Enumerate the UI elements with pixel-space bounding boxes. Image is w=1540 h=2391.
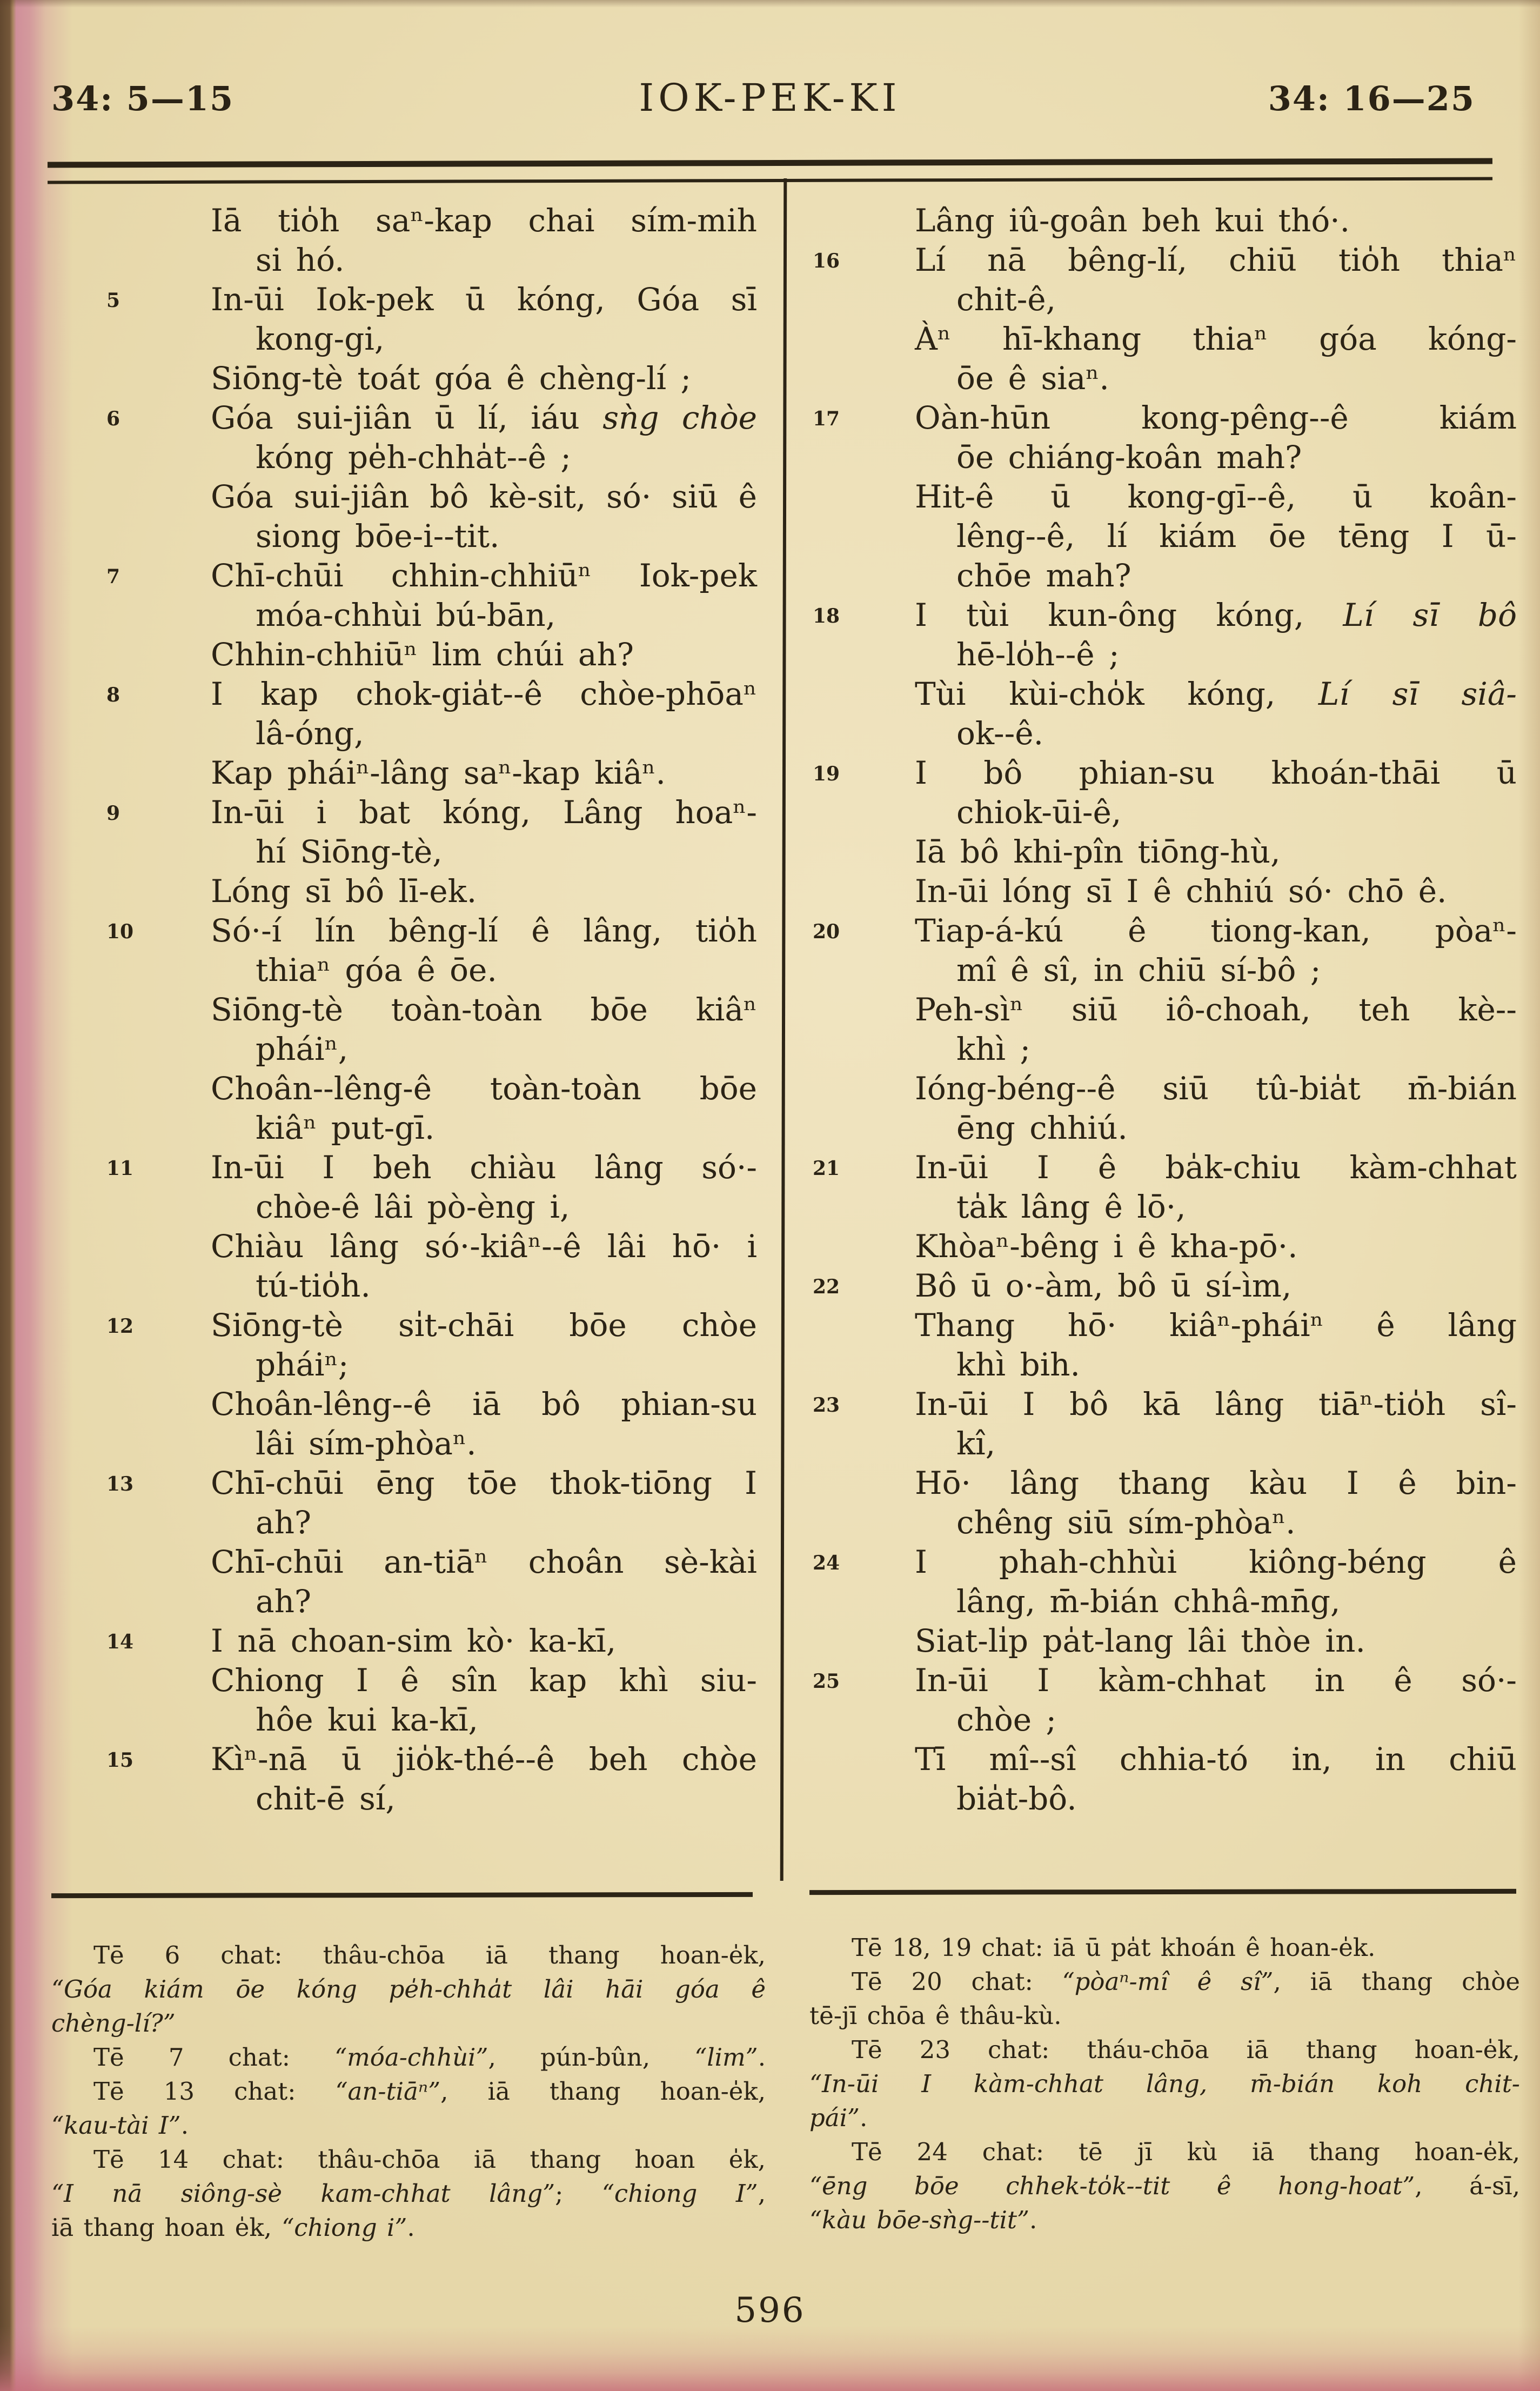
verse-line xyxy=(51,1621,760,1661)
verse-text: In-ūi lóng sī I ê chhiú só· chō ê. xyxy=(915,873,1447,910)
verse-line xyxy=(51,832,760,872)
verse-line xyxy=(809,714,1520,753)
verse-line xyxy=(809,674,1520,714)
verse-line xyxy=(51,438,760,477)
verse-line xyxy=(809,1779,1520,1819)
verse-text: . xyxy=(860,2103,868,2132)
verse-line xyxy=(51,872,760,911)
verse-text: bia̍t-bô. xyxy=(956,1780,1077,1817)
verse-number: 10 xyxy=(106,920,134,943)
verse-text: . xyxy=(758,2043,766,2072)
verse-text: tē-jī chōa ê thâu-kù. xyxy=(809,2001,1062,2030)
verse-text: . xyxy=(1029,2206,1037,2234)
verse-number: 19 xyxy=(813,763,840,785)
book-title: IOK-PEK-KI xyxy=(639,76,901,120)
verse-line xyxy=(51,517,760,556)
verse-text: ah? xyxy=(256,1583,312,1620)
verse-text: Tē 13 chat: xyxy=(93,2077,336,2106)
verse-number: 18 xyxy=(813,605,840,627)
verse-text-italic: Lí sī siâ- xyxy=(1318,676,1517,712)
verse-line xyxy=(51,1779,760,1819)
footnote-line xyxy=(51,2210,766,2245)
verse-line xyxy=(51,280,760,319)
verse-line xyxy=(51,1424,760,1464)
footnote-line xyxy=(809,2067,1520,2101)
verse-text: khì ; xyxy=(956,1031,1031,1067)
verse-line xyxy=(809,1345,1520,1385)
footnote-line xyxy=(809,2135,1520,2169)
verse-line xyxy=(51,1503,760,1542)
verse-line xyxy=(809,635,1520,674)
verse-line xyxy=(809,1503,1520,1542)
verse-line xyxy=(809,1030,1520,1069)
verse-line xyxy=(809,201,1520,241)
verse-line xyxy=(809,951,1520,990)
verse-text-italic: “an-tiāⁿ” xyxy=(335,2077,441,2106)
verse-number: 7 xyxy=(106,565,120,588)
verse-text: Tī mî--sî chhia-tó in, in chiū xyxy=(915,1741,1517,1778)
footnote-line xyxy=(809,2169,1520,2203)
verse-text: mî ê sî, in chiū sí-bô ; xyxy=(956,952,1321,989)
footnote-line xyxy=(809,2203,1520,2237)
verse-text: Choân-lêng--ê iā bô phian-su xyxy=(211,1386,757,1422)
verse-text-italic: “kàu bōe-sǹg--tit” xyxy=(809,2206,1029,2234)
verse-text: khì bih. xyxy=(956,1346,1080,1383)
footnote-line xyxy=(809,1931,1520,1965)
verse-text: Chī-chūi chhin-chhiūⁿ Iok-pek xyxy=(211,557,757,594)
verse-line xyxy=(809,517,1520,556)
verse-line xyxy=(809,1464,1520,1503)
verse-line xyxy=(51,241,760,280)
verse-text: Tē 7 chat: xyxy=(93,2043,335,2072)
verse-line xyxy=(809,1621,1520,1661)
verse-text: chit-ê, xyxy=(956,281,1056,318)
verse-line xyxy=(51,1542,760,1582)
footnote-line xyxy=(809,2033,1520,2067)
verse-text: . xyxy=(407,2213,415,2242)
verse-text: chòe ; xyxy=(956,1701,1057,1738)
verse-number: 16 xyxy=(813,250,840,272)
verse-line xyxy=(51,201,760,241)
verse-line xyxy=(809,1385,1520,1424)
verse-text: Tùi kùi-cho̍k kóng, xyxy=(915,676,1318,712)
verse-text: Tē 18, 19 chat: iā ū pa̍t khoán ê hoan-e̍k. xyxy=(852,1933,1376,1962)
verse-text: Hō· lâng thang kàu I ê bin- xyxy=(915,1465,1517,1501)
verse-text: thiaⁿ góa ê ōe. xyxy=(256,952,497,989)
verse-line xyxy=(51,635,760,674)
verse-text: Tiap-á-kú ê tiong-kan, pòaⁿ- xyxy=(915,912,1517,949)
verse-line xyxy=(809,1740,1520,1779)
verse-text-italic: “chiong I” xyxy=(601,2179,758,2208)
footnote-rule-left xyxy=(51,1892,753,1898)
verse-text: Só·-í lín bêng-lí ê lâng, tio̍h xyxy=(211,912,757,949)
verse-text: Tē 24 chat: tē jī kù iā thang hoan-e̍k, xyxy=(852,2138,1520,2166)
footnote-line xyxy=(51,2040,766,2074)
verse-number: 20 xyxy=(813,920,840,943)
verse-text: Iā tio̍h saⁿ-kap chai sím-mih xyxy=(211,202,757,239)
verse-text-italic: “chiong i” xyxy=(282,2213,407,2242)
verse-line xyxy=(51,556,760,596)
footnote-line xyxy=(51,2176,766,2210)
footnotes-right xyxy=(809,1931,1520,2237)
verse-line xyxy=(809,556,1520,596)
verse-line xyxy=(809,911,1520,951)
verse-text-italic: “In-ūi I kàm-chhat lâng, m̄-bián koh chit- xyxy=(809,2069,1520,2098)
verse-text-italic: chèng-lí?” xyxy=(51,2009,176,2038)
verse-line xyxy=(809,398,1520,438)
verse-line xyxy=(809,359,1520,398)
verse-line xyxy=(51,1266,760,1306)
verse-number: 6 xyxy=(106,408,120,430)
verse-text: kóng pe̍h-chha̍t--ê ; xyxy=(256,439,571,476)
verse-line xyxy=(51,990,760,1030)
footnote-line xyxy=(51,2006,766,2040)
verse-line xyxy=(51,596,760,635)
verse-line xyxy=(51,1187,760,1227)
verse-text: Tē 20 chat: xyxy=(852,1967,1062,1996)
verse-line xyxy=(51,1700,760,1740)
verse-text: In-ūi i bat kóng, Lâng hoaⁿ- xyxy=(211,794,757,831)
verse-line xyxy=(51,1385,760,1424)
verse-line xyxy=(809,832,1520,872)
verse-line xyxy=(809,477,1520,517)
verse-text: ēng chhiú. xyxy=(956,1110,1128,1146)
verse-text: Iā bô khi-pîn tiōng-hù, xyxy=(915,833,1281,870)
verse-text: In-ūi I ê ba̍k-chiu kàm-chhat xyxy=(915,1149,1517,1186)
footnote-line xyxy=(809,2101,1520,2135)
verse-number: 12 xyxy=(106,1315,134,1338)
verse-text-italic: “pòaⁿ-mî ê sî” xyxy=(1062,1967,1274,1996)
verse-text: I bô phian-su khoán-thāi ū xyxy=(915,754,1517,791)
verse-number: 17 xyxy=(813,408,840,430)
verse-text-italic: “Góa kiám ōe kóng pe̍h-chha̍t lâi hāi góa ê xyxy=(51,1975,766,2003)
verse-text-italic: “lim” xyxy=(694,2043,758,2072)
chapter-ref-left: 34: 5—15 xyxy=(51,79,235,118)
footnotes-left xyxy=(51,1938,766,2245)
verse-text: Siōng-tè toát góa ê chèng-lí ; xyxy=(211,360,692,397)
verse-text: I kap chok-gia̍t--ê chòe-phōaⁿ xyxy=(211,676,757,712)
verse-text: , xyxy=(758,2179,766,2208)
verse-text: tú-tio̍h. xyxy=(256,1267,371,1304)
verse-text: Choân--lêng-ê toàn-toàn bōe xyxy=(211,1070,757,1107)
verse-text: chêng siū sím-phòaⁿ. xyxy=(956,1504,1296,1541)
verse-text: Lóng sī bô lī-ek. xyxy=(211,873,477,910)
verse-text: Siōng-tè toàn-toàn bōe kiâⁿ xyxy=(211,991,757,1028)
verse-text: , iā thang hoan-e̍k, xyxy=(440,2077,766,2106)
verse-line xyxy=(809,872,1520,911)
verse-text: lêng--ê, lí kiám ōe tēng I ū- xyxy=(956,518,1517,555)
verse-text: Kìⁿ-nā ū jio̍k-thé--ê beh chòe xyxy=(211,1741,757,1778)
verse-column-left xyxy=(51,201,760,1819)
verse-number: 22 xyxy=(813,1275,840,1298)
verse-text: In-ūi I beh chiàu lâng só·- xyxy=(211,1149,757,1186)
verse-text: ; xyxy=(555,2179,602,2208)
verse-line xyxy=(809,1227,1520,1266)
verse-line xyxy=(51,1582,760,1621)
verse-text: I nā choan-sim kò· ka-kī, xyxy=(211,1622,617,1659)
verse-number: 14 xyxy=(106,1631,134,1653)
verse-line xyxy=(809,438,1520,477)
verse-line xyxy=(51,1740,760,1779)
verse-text: Àⁿ hī-khang thiaⁿ góa kóng- xyxy=(915,320,1517,357)
verse-text: , iā thang chòe xyxy=(1273,1967,1520,1996)
verse-text: Tē 14 chat: thâu-chōa iā thang hoan e̍k, xyxy=(93,2145,766,2174)
verse-text: chòe-ê lâi pò-èng i, xyxy=(256,1188,570,1225)
verse-line xyxy=(809,793,1520,832)
verse-text-italic: “ēng bōe chhek-to̍k--tit ê hong-hoat” xyxy=(809,2172,1415,2200)
verse-text-italic: “I nā siông-sè kam-chhat lâng” xyxy=(51,2179,555,2208)
verse-line xyxy=(51,951,760,990)
verse-line xyxy=(51,1108,760,1148)
verse-text: Góa sui-jiân bô kè-sit, só· siū ê xyxy=(211,478,757,515)
verse-line xyxy=(51,674,760,714)
verse-line xyxy=(809,990,1520,1030)
verse-line xyxy=(51,1345,760,1385)
verse-line xyxy=(809,1306,1520,1345)
verse-text: móa-chhùi bú-bān, xyxy=(256,597,556,633)
verse-text: Chī-chūi ēng tōe thok-tiōng I xyxy=(211,1465,757,1501)
verse-text: Hit-ê ū kong-gī--ê, ū koân- xyxy=(915,478,1517,515)
verse-line xyxy=(51,793,760,832)
verse-line xyxy=(809,1582,1520,1621)
footnote-line xyxy=(51,2108,766,2142)
verse-text: Thang hō· kiâⁿ-pháiⁿ ê lâng xyxy=(915,1307,1517,1344)
verse-text: ōe chiáng-koân mah? xyxy=(956,439,1302,476)
verse-text: . xyxy=(180,2111,189,2140)
verse-line xyxy=(51,1464,760,1503)
verse-text: ta̍k lâng ê lō·, xyxy=(956,1188,1186,1225)
verse-number: 13 xyxy=(106,1473,134,1495)
verse-text: Chī-chūi an-tiāⁿ choân sè-kài xyxy=(211,1544,757,1580)
verse-text: iā thang hoan e̍k, xyxy=(51,2213,282,2242)
verse-text: chiok-ūi-ê, xyxy=(956,794,1122,831)
verse-line xyxy=(809,1700,1520,1740)
footnote-line xyxy=(51,2142,766,2176)
verse-text: ōe ê siaⁿ. xyxy=(956,360,1109,397)
verse-text: , pún-bûn, xyxy=(488,2043,695,2072)
verse-text: Chhin-chhiūⁿ lim chúi ah? xyxy=(211,636,634,673)
verse-number: 24 xyxy=(813,1552,840,1574)
verse-line xyxy=(51,1069,760,1108)
verse-line xyxy=(809,1266,1520,1306)
verse-text-italic: “móa-chhùi” xyxy=(334,2043,488,2072)
verse-text: I tùi kun-ông kóng, xyxy=(915,597,1343,633)
verse-number: 9 xyxy=(106,802,120,825)
verse-line xyxy=(809,1542,1520,1582)
verse-line xyxy=(809,1661,1520,1700)
verse-line xyxy=(51,911,760,951)
verse-line xyxy=(809,596,1520,635)
verse-text: lâng, m̄-bián chhâ-mn̄g, xyxy=(956,1583,1341,1620)
verse-line xyxy=(51,753,760,793)
verse-text: Góa sui-jiân ū lí, iáu xyxy=(211,399,603,436)
verse-number: 23 xyxy=(813,1394,840,1417)
verse-number: 25 xyxy=(813,1670,840,1693)
verse-line xyxy=(51,477,760,517)
verse-text-italic: “kau-tài I” xyxy=(51,2111,181,2140)
verse-text: Chiong I ê sîn kap khì siu- xyxy=(211,1662,757,1699)
chapter-ref-right: 34: 16—25 xyxy=(1268,79,1475,118)
footnote-rule-right xyxy=(809,1889,1516,1895)
verse-text: hôe kui ka-kī, xyxy=(256,1701,478,1738)
verse-text: Siōng-tè si̍t-chāi bōe chòe xyxy=(211,1307,757,1344)
verse-column-right xyxy=(809,201,1520,1819)
verse-text: Tē 23 chat: tháu-chōa iā thang hoan-e̍k, xyxy=(852,2035,1520,2064)
verse-number: 11 xyxy=(106,1157,134,1180)
verse-text: chit-ē sí, xyxy=(256,1780,396,1817)
verse-text: chōe mah? xyxy=(956,557,1131,594)
verse-text: Ióng-béng--ê siū tû-bia̍t m̄-bián xyxy=(915,1070,1517,1107)
verse-text: In-ūi I bô kā lâng tiāⁿ-tio̍h sî- xyxy=(915,1386,1517,1422)
verse-text: lâi sím-phòaⁿ. xyxy=(256,1425,477,1462)
verse-text: , á-sī, xyxy=(1415,2172,1520,2200)
verse-line xyxy=(809,1424,1520,1464)
verse-text: hē-lo̍h--ê ; xyxy=(956,636,1120,673)
verse-text: Bô ū o·-àm, bô ū sí-ìm, xyxy=(915,1267,1292,1304)
verse-line xyxy=(51,398,760,438)
verse-text: Khòaⁿ-bêng i ê kha-pō·. xyxy=(915,1228,1298,1265)
verse-line xyxy=(51,1306,760,1345)
verse-line xyxy=(809,1187,1520,1227)
header-rule xyxy=(48,158,1492,184)
verse-line xyxy=(809,319,1520,359)
page-number: 596 xyxy=(734,2290,806,2330)
verse-text-italic: Lí sī bô xyxy=(1343,597,1517,633)
verse-line xyxy=(809,280,1520,319)
verse-line xyxy=(809,1069,1520,1108)
footnote-line xyxy=(809,1965,1520,1999)
verse-line xyxy=(809,1108,1520,1148)
verse-text: In-ūi Iok-pek ū kóng, Góa sī xyxy=(211,281,757,318)
verse-line xyxy=(51,714,760,753)
verse-text: pháiⁿ; xyxy=(256,1346,349,1383)
verse-text: Peh-sìⁿ siū iô-choah, teh kè-- xyxy=(915,991,1517,1028)
verse-line xyxy=(809,1148,1520,1187)
verse-text-italic: sǹg chòe xyxy=(602,399,758,436)
verse-text: ok--ê. xyxy=(956,715,1044,752)
verse-text: I phah-chhùi kiông-béng ê xyxy=(915,1544,1517,1580)
footnote-line xyxy=(51,1972,766,2006)
verse-text: kong-gi, xyxy=(256,320,385,357)
verse-line xyxy=(51,1148,760,1187)
verse-line xyxy=(809,753,1520,793)
verse-text: Chiàu lâng só·-kiâⁿ--ê lâi hō· i xyxy=(211,1228,757,1265)
verse-line xyxy=(51,359,760,398)
verse-text: Lí nā bêng-lí, chiū tio̍h thiaⁿ xyxy=(915,242,1517,278)
footnote-line xyxy=(51,2074,766,2108)
verse-text: Lâng iû-goân beh kui thó·. xyxy=(915,202,1350,239)
verse-text: Kap pháiⁿ-lâng saⁿ-kap kiâⁿ. xyxy=(211,754,666,791)
verse-text: Oàn-hūn kong-pêng--ê kiám xyxy=(915,399,1517,436)
verse-text: ah? xyxy=(256,1504,312,1541)
verse-line xyxy=(51,1227,760,1266)
verse-text: kî, xyxy=(956,1425,996,1462)
verse-text: In-ūi I kàm-chhat in ê só·- xyxy=(915,1662,1517,1699)
footnote-line xyxy=(51,1938,766,1972)
verse-line xyxy=(809,241,1520,280)
verse-text: pháiⁿ, xyxy=(256,1031,349,1067)
verse-line xyxy=(51,1030,760,1069)
verse-number: 15 xyxy=(106,1749,134,1772)
verse-number: 5 xyxy=(106,289,120,312)
column-divider xyxy=(780,178,787,1881)
verse-number: 21 xyxy=(813,1157,840,1180)
verse-text: lâ-óng, xyxy=(256,715,364,752)
verse-line xyxy=(51,1661,760,1700)
verse-text: Tē 6 chat: thâu-chōa iā thang hoan-e̍k, xyxy=(93,1941,766,1969)
verse-text-italic: pái” xyxy=(809,2103,860,2132)
verse-text: siong bōe-i--tit. xyxy=(256,518,500,555)
verse-line xyxy=(51,319,760,359)
footnote-line xyxy=(809,1999,1520,2033)
verse-text: Siat-li̍p pa̍t-lang lâi thòe in. xyxy=(915,1622,1365,1659)
verse-text: kiâⁿ put-gī. xyxy=(256,1110,435,1146)
verse-text: si hó. xyxy=(256,242,345,278)
verse-number: 8 xyxy=(106,684,120,706)
verse-text: hí Siōng-tè, xyxy=(256,833,443,870)
